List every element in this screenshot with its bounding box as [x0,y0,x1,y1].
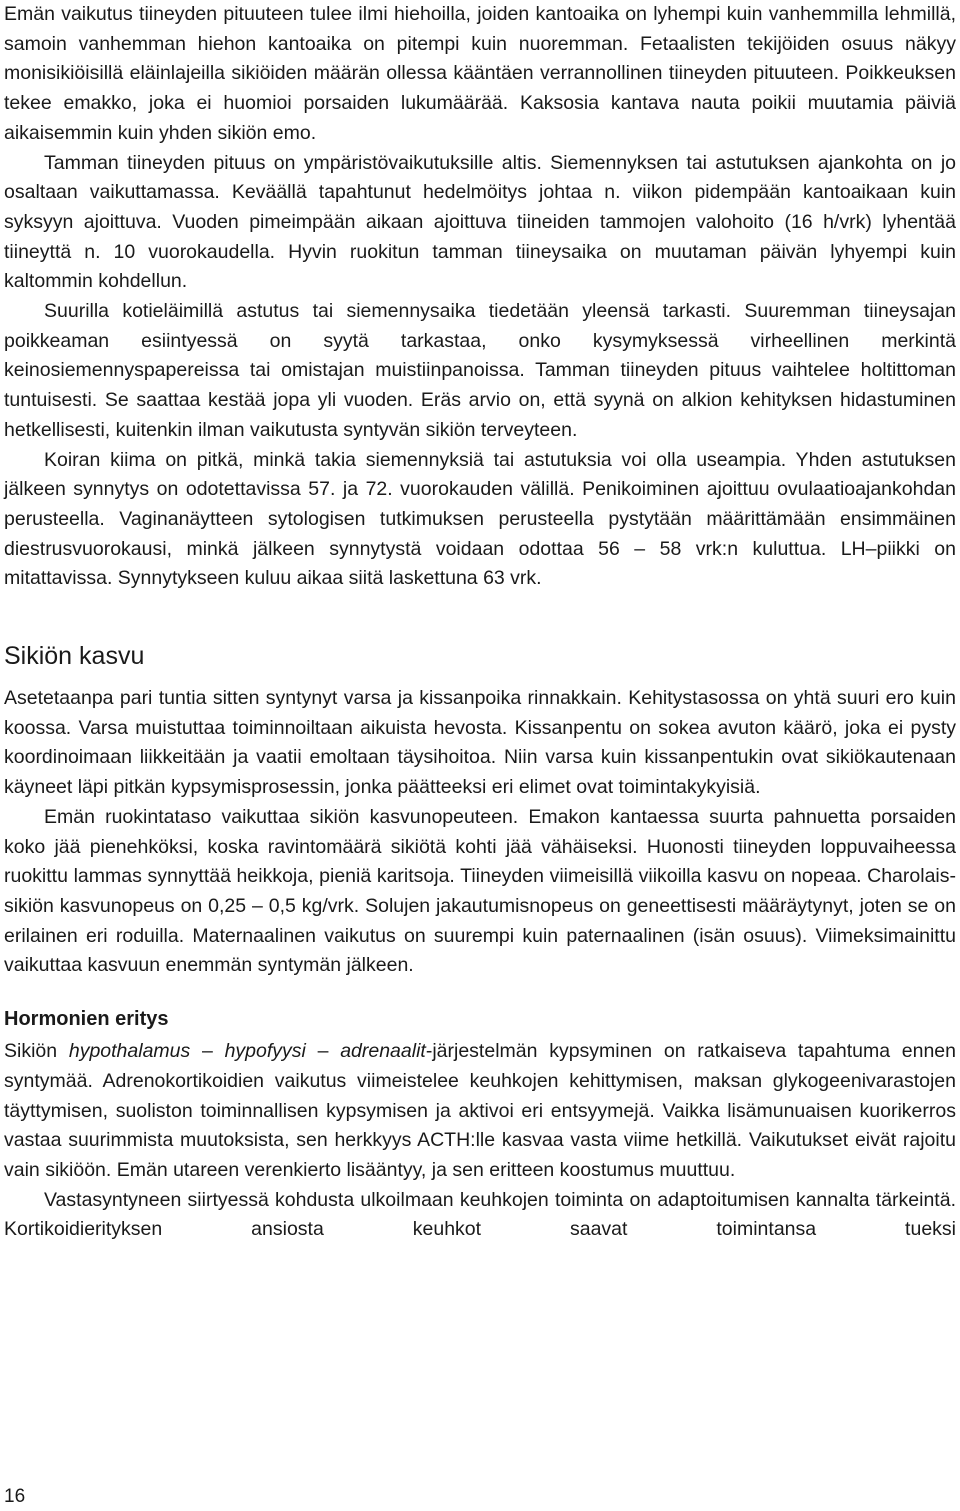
body-paragraph: Koiran kiima on pitkä, minkä takia siemennyksiä tai astutuksia voi olla useampia. Yhden astutuksen jälkeen synnytys on odotettavissa 57. ja 72. vuorokauden välillä. Penikoiminen ajoittuu ovulaatioajankohdan perusteella. Vaginanäytteen sytologisen tutkimuksen perusteella pystytään määrittämään ensimmäinen diestrusvuorokausi, minkä jälkeen synnytystä voidaan odottaa 56 – 58 vrk:n kuluttua. LH–piikki on mitattavissa. Synnytykseen kuluu aikaa siitä laskettuna 63 vrk. [4,448,956,590]
body-paragraph [4,1037,956,1186]
body-paragraph: Suurilla kotieläimillä astutus tai siemennysaika tiedetään yleensä tarkasti. Suuremman tiineysajan poikkeaman esiintyessä on syytä tarkastaa, onko kysymyksessä virheellinen merkintä keinosiemennyspapereissa tai omistajan muistiinpanoissa. Tamman tiineyden pituus vaihtelee holtittoman tuntuisesti. Se saattaa kestää jopa yli vuoden. Eräs arvio on, että syynä on alkion kehityksen hidastuminen hetkellisesti, kuitenkin ilman vaikutusta syntyvän sikiön terveyteen. [4,300,956,441]
document-page [4,0,956,1245]
text-run: – [305,1040,341,1063]
section-heading: Sikiön kasvu [4,642,145,671]
text-run: – [190,1040,225,1063]
subsection-heading: Hormonien eritys [4,1008,169,1031]
body-paragraph: Tamman tiineyden pituus on ympäristövaikutuksille altis. Siemennyksen tai astutuksen ajankohta on jo osaltaan vaikuttamassa. Keväällä tapahtunut hedelmöitys johtaa n. viikon pidempään kantoaikaan kuin syksyyn ajoittuva. Vuoden pimeimpään aikaan ajoittuva tiineiden tammojen valohoito (16 h/vrk) lyhentää tiineyttä n. 10 vuorokaudella. Hyvin ruokitun tamman tiineysaika on muutaman päivän lyhyempi kuin kaltommin kohdellun. [4,151,956,293]
body-paragraph: Vastasyntyneen siirtyessä kohdusta ulkoilmaan keuhkojen toiminta on adaptoitumisen kannalta tärkeintä. Kortikoidierityksen ansiosta keuhkot saavat toimintansa tueksi [4,1188,956,1241]
italic-term: hypothalamus [68,1040,191,1063]
page-number: 16 [4,1486,26,1507]
italic-term: adrenaalit [340,1040,426,1063]
italic-term: hypofyysi [224,1040,306,1063]
body-paragraph: Emän vaikutus tiineyden pituuteen tulee ilmi hiehoilla, joiden kantoaika on lyhempi kuin vanhemmilla lehmillä, samoin vanhemman hiehon kantoaika on pitempi kuin nuoremman. Fetaalisten tekijöiden osuus näkyy monisikiöisillä eläinlajeilla sikiöiden määrän ollessa kääntäen verrannollinen tiineyden pituuteen. Poikkeuksen tekee emakko, joka ei huomioi porsaiden lukumäärää. Kaksosia kantava nauta poikii muutamia päiviä aikaisemmin kuin yhden sikiön emo. [4,3,956,144]
text-run: -järjestelmän kypsyminen on ratkaiseva tapahtuma ennen syntymää. Adrenokortikoidien vaikutus viimeistelee keuhkojen kehittymisen, maksan glykogeenivarastojen täyttymisen, suoliston toiminnallisen kypsymisen ja aktivoi eri entsyymejä. Vaikka lisämunuaisen kuorikerros vastaa suurimmista muutoksista, sen herkkyys ACTH:lle kasvaa vasta viime hetkillä. Vaikutukset eivät rajoitu vain sikiöön. Emän utareen verenkierto lisääntyy, ja sen eritteen koostumus muuttuu. [4,1040,957,1181]
body-paragraph: Asetetaanpa pari tuntia sitten syntynyt varsa ja kissanpoika rinnakkain. Kehitystasossa on yhtä suuri ero kuin koossa. Varsa muistuttaa toiminnoiltaan aikuista hevosta. Kissanpentu on sokea avuton käärö, joka ei pysty koordinoimaan liikkeitään ja vaatii emoltaan täysihoitoa. Niin varsa kuin kissanpentukin ovat sikiökautenaan käyneet läpi pitkän kypsymisprosessin, jonka päätteeksi eri elimet ovat toimintakykyisiä. [4,687,956,799]
body-paragraph: Emän ruokintataso vaikuttaa sikiön kasvunopeuteen. Emakon kantaessa suurta pahnuetta porsaiden koko jää pienehköksi, koska ravintomäärä sikiötä kohti jää vähäiseksi. Huonosti tiineyden loppuvaiheessa ruokittu lammas synnyttää heikkoja, pieniä karitsoja. Tiineyden viimeisillä viikoilla kasvu on nopeaa. Charolais-sikiön kasvunopeus on 0,25 – 0,5 kg/vrk. Solujen jakautumisnopeus on geneettisesti määräytynyt, joten se on erilainen eri roduilla. Maternaalinen vaikutus on suurempi kuin paternaalinen (isän osuus). Viimeksimainittu vaikuttaa kasvuun enemmän syntymän jälkeen. [4,805,956,977]
text-run: Sikiön [4,1040,69,1063]
